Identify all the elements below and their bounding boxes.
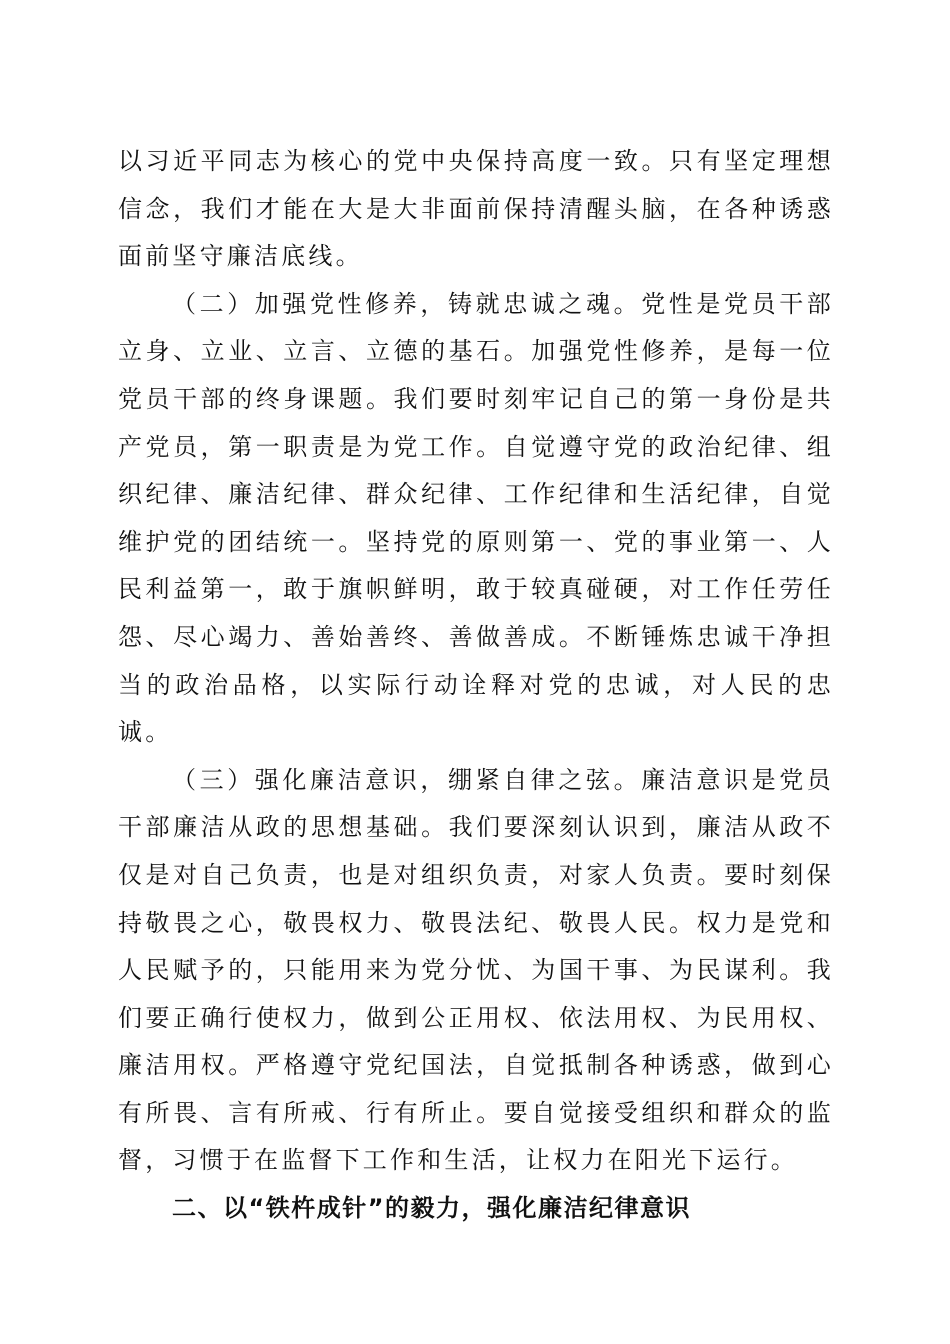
section-heading-two: 二、以“铁杵成针”的毅力，强化廉洁纪律意识 — [172, 1194, 692, 1223]
document-body — [118, 138, 834, 1233]
section-two-lead: （二）加强党性修养，铸就忠诚之魂。 — [172, 289, 642, 318]
section-three-body: 廉洁意识是党员干部廉洁从政的思想基础。我们要深刻认识到，廉洁从政不仅是对自己负责，也是对组织负责，对家人负责。要时刻保持敬畏之心，敬畏权力、敬畏法纪、敬畏人民。权力是党和人民赋予的，只能用来为党分忧、为国干事、为民谋利。我们要正确行使权力，做到公正用权、依法用权、为民用权、廉洁用权。严格遵守党纪国法，自觉抵制各种诱惑，做到心有所畏、言有所戒、行有所止。要自觉接受组织和群众的监督，习惯于在监督下工作和生活，让权力在阳光下运行。 — [118, 765, 834, 1175]
section-three-paragraph — [118, 757, 834, 1185]
section-two-paragraph — [118, 281, 834, 757]
continuation-paragraph: 以习近平同志为核心的党中央保持高度一致。只有坚定理想信念，我们才能在大是大非面前保持清醒头脑，在各种诱惑面前坚守廉洁底线。 — [118, 147, 834, 271]
section-two-body: 党性是党员干部立身、立业、立言、立德的基石。加强党性修养，是每一位党员干部的终身课题。我们要时刻牢记自己的第一身份是共产党员，第一职责是为党工作。自觉遵守党的政治纪律、组织纪律、廉洁纪律、群众纪律、工作纪律和生活纪律，自觉维护党的团结统一。坚持党的原则第一、党的事业第一、人民利益第一，敢于旗帜鲜明，敢于较真碰硬，对工作任劳任怨、尽心竭力、善始善终、善做善成。不断锤炼忠诚干净担当的政治品格，以实际行动诠释对党的忠诚，对人民的忠诚。 — [118, 289, 834, 747]
section-three-lead: （三）强化廉洁意识，绷紧自律之弦。 — [172, 765, 642, 794]
